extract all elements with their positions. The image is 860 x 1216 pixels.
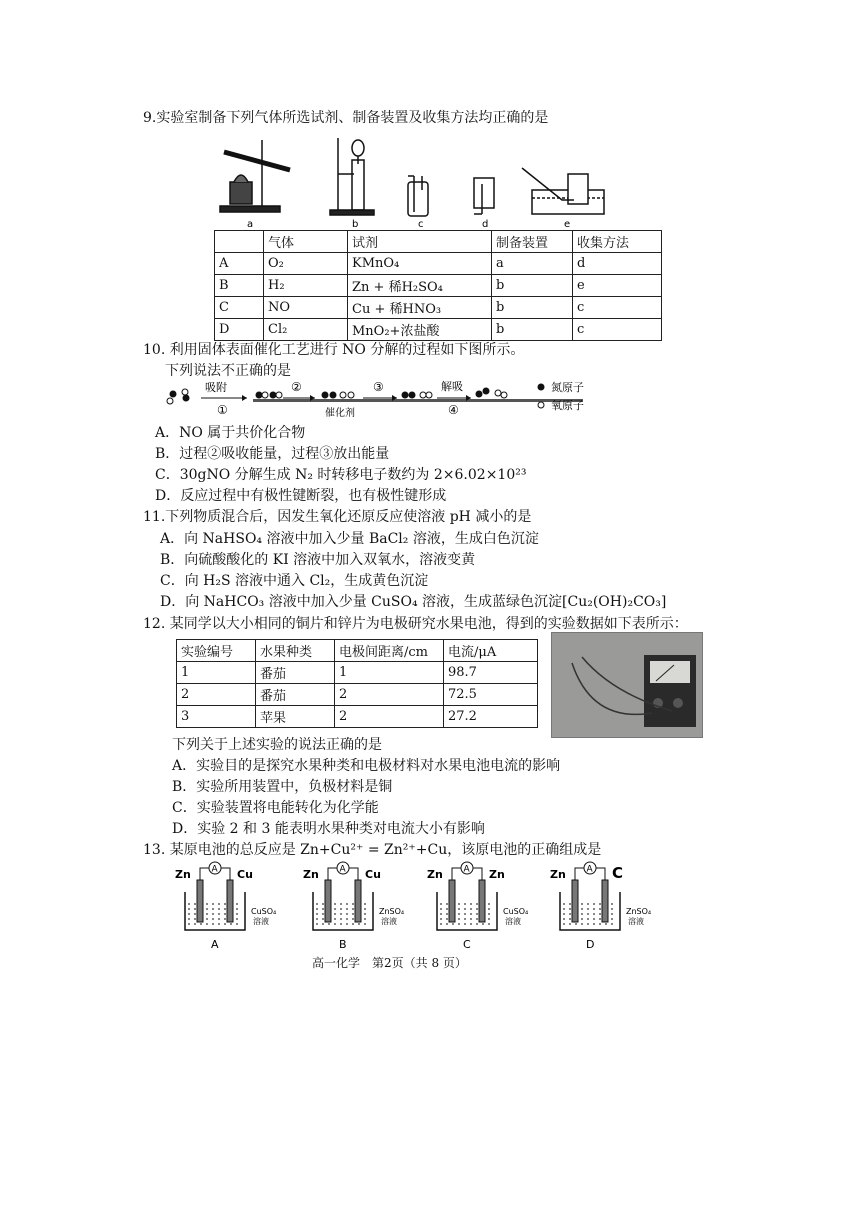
galvanic-cell (175, 862, 276, 951)
q11-option-a: A．向 NaHSO₄ 溶液中加入少量 BaCl₂ 溶液，生成白色沉淀 (160, 531, 539, 547)
q9-apparatus-figure (212, 130, 612, 230)
cell-option-label: B (339, 938, 347, 951)
wire (473, 868, 482, 880)
cell-option-label: C (463, 938, 471, 951)
q11-option-c: C．向 H₂S 溶液中通入 Cl₂，生成黄色沉淀 (160, 573, 429, 589)
q12-stem: 12. 某同学以大小相同的铜片和锌片为电极研究水果电池，得到的实验数据如下表所示： (143, 616, 688, 632)
beaker (560, 892, 620, 930)
q10-option-b: B．过程②吸收能量，过程③放出能量 (155, 446, 390, 462)
table-row: D Cl₂ MnO₂+浓盐酸 b c (215, 319, 662, 341)
step1-label: 吸附 (205, 381, 227, 394)
header-cell: 气体 (264, 231, 348, 253)
galvanic-cell (303, 862, 404, 951)
wire (596, 868, 605, 880)
galvanic-cell (427, 862, 528, 951)
solution-label: 溶液 (253, 917, 269, 926)
wire (349, 868, 358, 880)
table-row: 1 番茄 1 98.7 (177, 662, 538, 684)
table-row: B H₂ Zn + 稀H₂SO₄ b e (215, 275, 662, 297)
electrode-left-label: Zn (175, 868, 191, 881)
table-header-row: 实验编号 水果种类 电极间距离/cm 电流/μA (177, 640, 538, 662)
q12-table (176, 639, 538, 728)
ammeter-label: A (211, 864, 218, 875)
table-row: A O₂ KMnO₄ a d (215, 253, 662, 275)
cell-option-label: D (586, 938, 595, 951)
electrode-left (572, 880, 578, 922)
apparatus-d (474, 178, 494, 214)
q9-table (214, 230, 662, 341)
q10-option-d: D．反应过程中有极性键断裂，也有极性键形成 (155, 488, 447, 504)
q13-stem: 13. 某原电池的总反应是 Zn+Cu²⁺ = Zn²⁺+Cu，该原电池的正确组成是 (143, 842, 602, 858)
beaker (185, 892, 245, 930)
q11-option-b: B．向硫酸酸化的 KI 溶液中加入双氧水，溶液变黄 (160, 552, 476, 568)
header-cell: 收集方法 (573, 231, 662, 253)
electrode-right-label: Cu (237, 868, 253, 881)
q12-option-d: D．实验 2 和 3 能表明水果种类对电流大小有影响 (172, 821, 485, 837)
step3-num: ③ (373, 380, 384, 394)
ammeter-label: A (339, 864, 346, 875)
wire (200, 868, 209, 880)
step2-num: ② (291, 380, 302, 394)
q11-stem: 11.下列物质混合后，因发生氧化还原反应使溶液 pH 减小的是 (143, 509, 532, 525)
step1-num: ① (217, 403, 228, 417)
apparatus-a (220, 140, 290, 212)
apparatus-e (522, 168, 604, 214)
header-cell: 制备装置 (492, 231, 573, 253)
ammeter-label: A (586, 864, 593, 875)
ammeter-label: A (463, 864, 470, 875)
q12-option-a: A．实验目的是探究水果种类和电极材料对水果电池电流的影响 (172, 758, 561, 774)
q12-option-b: B．实验所用装置中，负极材料是铜 (172, 779, 393, 795)
q10-stem: 10. 利用固体表面催化工艺进行 NO 分解的过程如下图所示。 (143, 342, 525, 358)
q12-sub: 下列关于上述实验的说法正确的是 (172, 737, 382, 753)
electrode-right-label: Cu (365, 868, 381, 881)
wire (328, 868, 337, 880)
table-row: C NO Cu + 稀HNO₃ b c (215, 297, 662, 319)
electrode-left (449, 880, 455, 922)
header-cell (215, 231, 264, 253)
galvanic-cell (550, 862, 651, 951)
apparatus-b (330, 138, 374, 215)
label-e: e (564, 219, 571, 230)
electrode-left (197, 880, 203, 922)
solution-label: 溶液 (628, 917, 644, 926)
page-footer: 高一化学 第2页（共 8 页） (312, 956, 467, 970)
electrode-right (479, 880, 485, 922)
electrode-right (227, 880, 233, 922)
beaker (437, 892, 497, 930)
solution-label: 溶液 (381, 917, 397, 926)
electrode-left-label: Zn (303, 868, 319, 881)
beaker (313, 892, 373, 930)
step4-label: 解吸 (441, 380, 463, 393)
fruit-battery-photo (551, 632, 703, 738)
wire (575, 868, 584, 880)
solution-label: CuSO₄ (503, 907, 529, 916)
electrode-left-label: Zn (550, 868, 566, 881)
label-d: d (482, 219, 489, 230)
electrode-right (355, 880, 361, 922)
q10-process-diagram (165, 380, 625, 422)
solution-label: 溶液 (505, 917, 521, 926)
electrode-left-label: Zn (427, 868, 443, 881)
q9-stem: 9.实验室制备下列气体所选试剂、制备装置及收集方法均正确的是 (143, 110, 549, 126)
electrode-left (325, 880, 331, 922)
q12-option-c: C．实验装置将电能转化为化学能 (172, 800, 379, 816)
wire (452, 868, 461, 880)
apparatus-c (408, 176, 428, 216)
wire (221, 868, 230, 880)
table-row: 3 苹果 2 27.2 (177, 706, 538, 728)
q11-option-d: D．向 NaHCO₃ 溶液中加入少量 CuSO₄ 溶液，生成蓝绿色沉淀[Cu₂(OH)₂CO₃] (160, 594, 667, 610)
catalyst-label: 催化剂 (325, 408, 355, 419)
q13-cells-figure (175, 860, 665, 952)
solution-label: ZnSO₄ (626, 907, 652, 916)
label-a: a (247, 219, 254, 230)
solution-label: ZnSO₄ (379, 907, 405, 916)
q10-option-c: C．30gNO 分解生成 N₂ 时转移电子数约为 2×6.02×10²³ (155, 467, 527, 483)
header-cell: 试剂 (348, 231, 492, 253)
electrode-right-label: Zn (489, 868, 505, 881)
label-b: b (352, 219, 359, 230)
cell-option-label: A (211, 938, 219, 951)
q10-sub: 下列说法不正确的是 (165, 363, 291, 379)
step4-num: ④ (448, 403, 459, 417)
table-header-row (215, 231, 662, 253)
legend-oxygen: 氧原子 (551, 399, 584, 412)
legend-nitrogen: 氮原子 (551, 381, 584, 394)
q10-option-a: A．NO 属于共价化合物 (155, 425, 306, 441)
electrode-right-label: C (612, 864, 624, 882)
solution-label: CuSO₄ (251, 907, 277, 916)
label-c: c (418, 219, 424, 230)
table-row: 2 番茄 2 72.5 (177, 684, 538, 706)
electrode-right (602, 880, 608, 922)
